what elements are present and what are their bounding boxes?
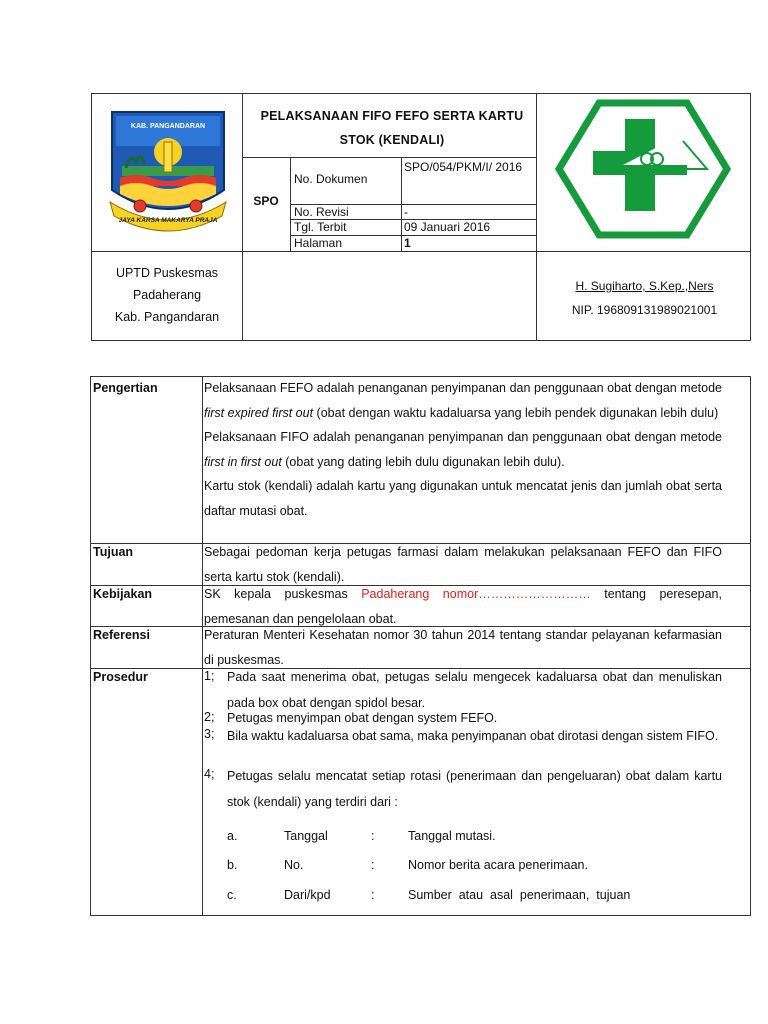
revision-value: - bbox=[404, 205, 408, 219]
procedure-step: Petugas menyimpan obat dengan system FEFO. bbox=[227, 711, 498, 725]
section-label-tujuan: Tujuan bbox=[93, 545, 134, 559]
kabupaten-emblem-logo bbox=[106, 106, 230, 239]
section-label-kebijakan: Kebijakan bbox=[93, 587, 153, 601]
text-span: (obat yang dating lebih dulu digunakan lebih dulu). bbox=[281, 454, 565, 469]
list-number: 4; bbox=[204, 767, 215, 781]
page-label: Halaman bbox=[294, 236, 343, 250]
issue-date-value: 09 Januari 2016 bbox=[404, 220, 491, 234]
sub-item-letter: b. bbox=[227, 858, 238, 872]
sub-item-desc: Tanggal mutasi. bbox=[408, 829, 496, 843]
org-line: UPTD Puskesmas bbox=[115, 266, 219, 280]
text-span: tentang peresepan, pemesanan dan pengelolaan obat. bbox=[204, 587, 722, 626]
paragraph bbox=[204, 376, 722, 425]
document-title: PELAKSANAAN FIFO FEFO SERTA KARTU STOK (KENDALI) bbox=[260, 109, 524, 147]
procedure-step: Petugas selalu mencatat setiap rotasi (penerimaan dan pengeluaran) obat dalam kartu stok (kendali) yang terdiri dari : bbox=[227, 769, 722, 809]
grid-line bbox=[202, 377, 203, 916]
signature-block bbox=[537, 274, 752, 322]
section-label-pengertian: Pengertian bbox=[93, 381, 158, 395]
signer-nip: NIP. 196809131989021001 bbox=[571, 303, 718, 317]
sub-item-desc: Sumber atau asal penerimaan, tujuan bbox=[408, 888, 631, 902]
sub-item-letter: c. bbox=[227, 888, 237, 902]
red-placeholder-text: Padaherang nomor……………………… bbox=[361, 587, 591, 601]
svg-text:KAB. PANGANDARAN: KAB. PANGANDARAN bbox=[130, 123, 206, 130]
procedure-step: Pada saat menerima obat, petugas selalu mengecek kadaluarsa obat dan menuliskan pada box obat dengan spidol besar. bbox=[227, 670, 722, 710]
procedure-body-table bbox=[90, 376, 751, 916]
procedure-step: Bila waktu kadaluarsa obat sama, maka penyimpanan obat dirotasi dengan sistem FIFO. bbox=[227, 729, 719, 743]
svg-text:JAYA KARSA MAKARYA PRAJA: JAYA KARSA MAKARYA PRAJA bbox=[118, 217, 218, 224]
section-text-tujuan: Sebagai pedoman kerja petugas farmasi dalam melakukan pelaksanaan FEFO dan FIFO serta kartu stok (kendali). bbox=[204, 545, 722, 584]
page-value: 1 bbox=[404, 236, 411, 250]
sub-item-colon: : bbox=[371, 888, 375, 902]
sub-item-desc: Nomor berita acara penerimaan. bbox=[408, 858, 588, 872]
signer-name: H. Sugiharto, S.Kep.,Ners bbox=[575, 279, 714, 293]
doc-number-label: No. Dokumen bbox=[294, 172, 368, 186]
organization-name bbox=[92, 262, 242, 328]
sub-item-field: Dari/kpd bbox=[284, 888, 331, 902]
paragraph bbox=[204, 425, 722, 474]
italic-term: first in first out bbox=[204, 454, 282, 469]
sub-item-field: No. bbox=[284, 858, 304, 872]
sub-item-colon: : bbox=[371, 829, 375, 843]
grid-line bbox=[242, 94, 243, 341]
list-number: 3; bbox=[204, 727, 215, 741]
revision-label: No. Revisi bbox=[294, 205, 349, 219]
section-label-referensi: Referensi bbox=[93, 628, 150, 642]
text-span: Pelaksanaan FIFO adalah penanganan penyimpanan dan penggunaan obat dengan metode bbox=[204, 430, 722, 444]
list-number: 1; bbox=[204, 669, 215, 683]
section-text-referensi: Peraturan Menteri Kesehatan nomor 30 tahun 2014 tentang standar pelayanan kefarmasian di puskesmas. bbox=[204, 628, 722, 667]
list-number: 2; bbox=[204, 710, 215, 724]
document-header-table bbox=[91, 93, 751, 341]
paragraph: Kartu stok (kendali) adalah kartu yang digunakan untuk mencatat jenis dan jumlah obat serta daftar mutasi obat. bbox=[204, 479, 722, 518]
org-line: Padaherang bbox=[132, 288, 202, 302]
spo-label: SPO bbox=[253, 194, 279, 208]
doc-number-value: SPO/054/PKM/I/ 2016 bbox=[404, 160, 523, 174]
issue-date-label: Tgl. Terbit bbox=[294, 220, 347, 234]
text-span: (obat dengan waktu kadaluarsa yang lebih pendek digunakan lebih dulu) bbox=[313, 405, 719, 420]
section-text-pengertian bbox=[204, 376, 722, 523]
sub-item-field: Tanggal bbox=[284, 829, 328, 843]
sub-item-colon: : bbox=[371, 858, 375, 872]
section-label-prosedur: Prosedur bbox=[93, 670, 148, 684]
puskesmas-logo bbox=[555, 99, 731, 244]
org-line: Kab. Pangandaran bbox=[114, 310, 220, 324]
text-span: Pelaksanaan FEFO adalah penanganan penyimpanan dan penggunaan obat dengan metode bbox=[204, 381, 722, 395]
italic-term: first expired first out bbox=[204, 405, 314, 420]
sub-item-letter: a. bbox=[227, 829, 238, 843]
grid-line bbox=[92, 251, 751, 252]
text-span: SK kepala puskesmas bbox=[204, 587, 362, 601]
